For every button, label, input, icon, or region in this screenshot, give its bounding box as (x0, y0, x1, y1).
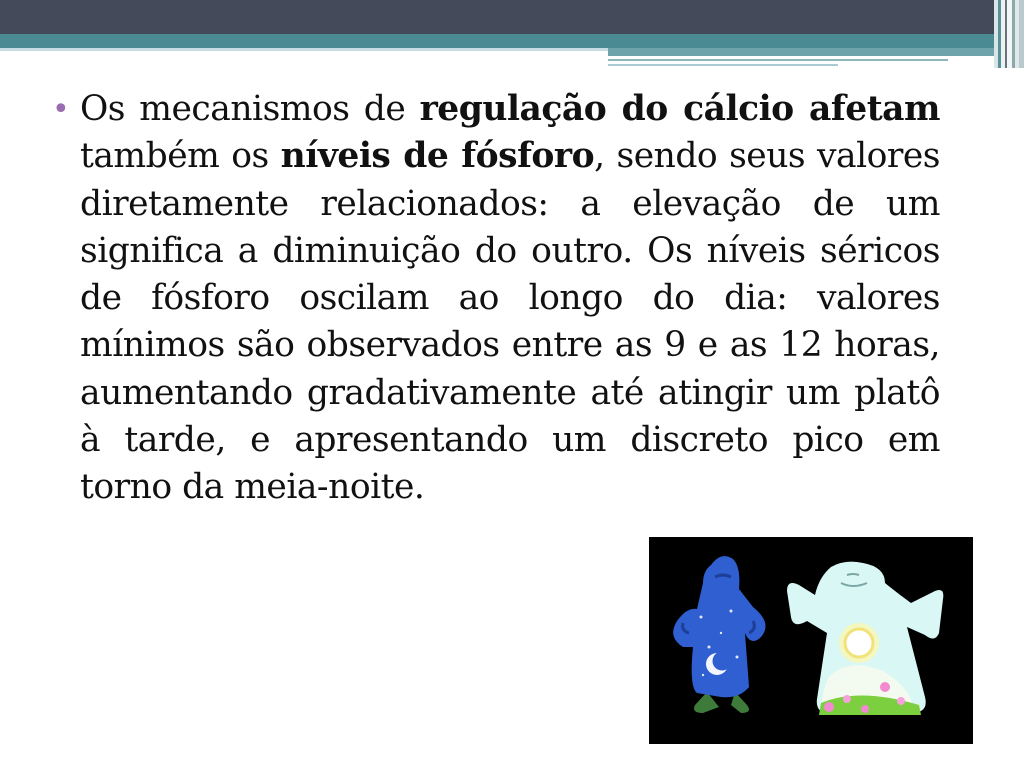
header-decoration (0, 0, 1024, 70)
body-paragraph (80, 86, 940, 512)
header-right-band (608, 48, 1024, 56)
header-thin-line (608, 64, 838, 66)
illustration-svg (649, 537, 973, 744)
paragraph-text: , sendo seus valores diretamente relacionados: a elevação de um significa a diminuição do outro. Os níveis séricos de fósforo oscilam ao longo do dia: valores mínimos são observados entre as 9 e as 12 horas, aumentando gradativamente até atingir um platô à tarde, e apresentando um discreto pico em torno da meia-noite. (80, 136, 940, 508)
header-dark-band (0, 0, 1024, 34)
slide-content (52, 86, 940, 512)
paragraph-bold-text: regulação do cálcio afetam (419, 89, 940, 129)
bullet-item (52, 86, 940, 512)
header-thin-line (608, 59, 948, 61)
day-night-illustration (649, 537, 973, 744)
header-stripes (994, 0, 1024, 68)
paragraph-bold-text: níveis de fósforo (280, 136, 595, 177)
paragraph-text: também os (80, 136, 281, 177)
bullet-marker: • (52, 92, 70, 127)
header-teal-band (0, 34, 1024, 48)
paragraph-text: Os mecanismos de (80, 89, 420, 129)
sun-icon (839, 623, 879, 663)
